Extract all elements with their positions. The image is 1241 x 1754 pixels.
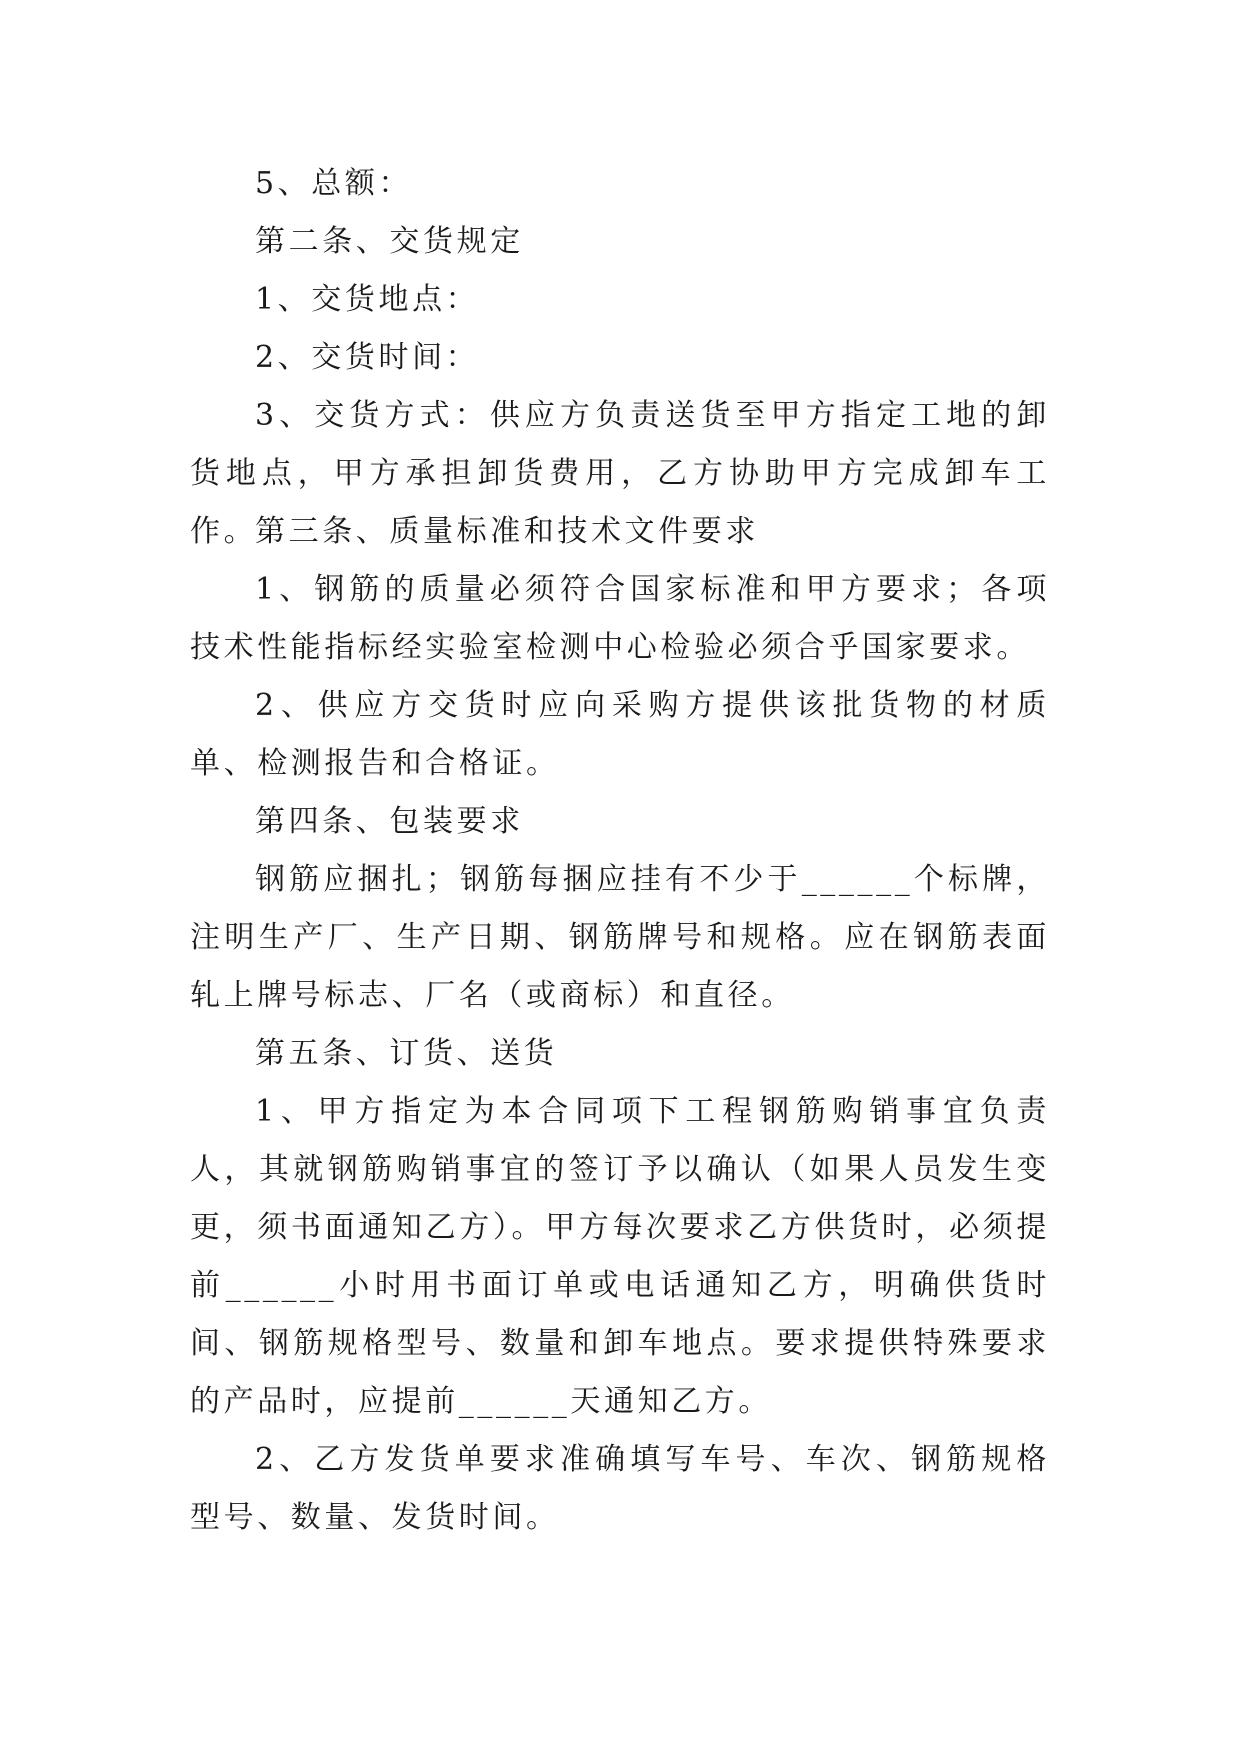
item-delivery-note: 2、乙方发货单要求准确填写车号、车次、钢筋规格型号、数量、发货时间。 bbox=[190, 1442, 1050, 1535]
item-packaging-requirements: 钢筋应捆扎；钢筋每捆应挂有不少于______个标牌，注明生产厂、生产日期、钢筋牌号和规格。应在钢筋表面轧上牌号标志、厂名（或商标）和直径。 bbox=[190, 862, 1050, 1013]
item-total-amount: 5、总额： bbox=[255, 166, 413, 201]
heading-article-2-delivery: 第二条、交货规定 bbox=[255, 224, 524, 259]
heading-article-3-quality: 第三条、质量标准和技术文件要求 bbox=[255, 514, 759, 549]
item-quality-standard: 1、钢筋的质量必须符合国家标准和甲方要求；各项技术性能指标经实验室检测中心检验必须合乎国家要求。 bbox=[190, 572, 1050, 665]
heading-article-4-packaging: 第四条、包装要求 bbox=[255, 804, 524, 839]
item-ordering-notice: 1、甲方指定为本合同项下工程钢筋购销事宜负责人，其就钢筋购销事宜的签订予以确认（如果人员发生变更，须书面通知乙方）。甲方每次要求乙方供货时，必须提前______小时用书面订单或电话通知乙方，明确供货时间、钢筋规格型号、数量和卸车地点。要求提供特殊要求的产品时，应提前______天通知乙方。 bbox=[190, 1094, 1050, 1419]
item-quality-documents: 2、供应方交货时应向采购方提供该批货物的材质单、检测报告和合格证。 bbox=[190, 688, 1050, 781]
heading-article-5-ordering: 第五条、订货、送货 bbox=[255, 1036, 558, 1071]
item-delivery-location: 1、交货地点： bbox=[255, 282, 480, 317]
item-delivery-time: 2、交货时间： bbox=[255, 340, 480, 375]
item-delivery-method: 3、交货方式：供应方负责送货至甲方指定工地的卸货地点，甲方承担卸货费用，乙方协助甲方完成卸车工作。 bbox=[190, 398, 1050, 549]
